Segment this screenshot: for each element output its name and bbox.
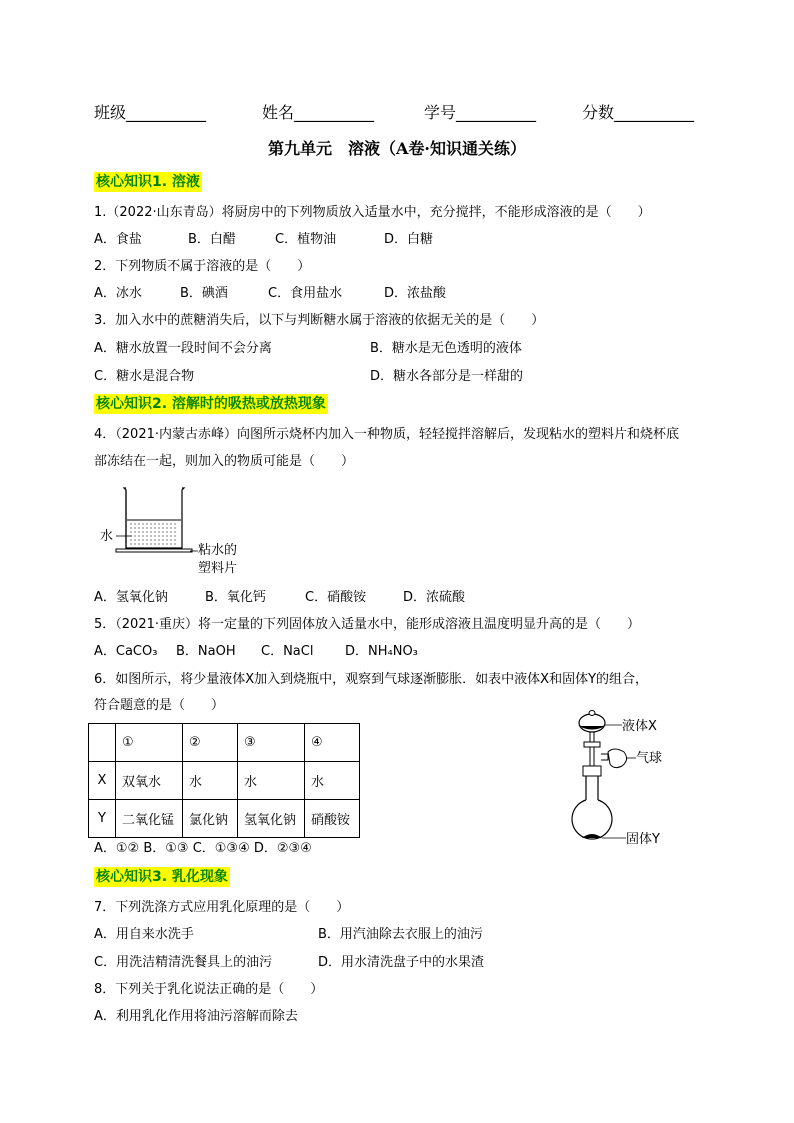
table-cell: 水 <box>183 762 238 800</box>
q4-option-b: B．氧化钙 <box>205 590 266 605</box>
flask-stopper <box>583 766 601 776</box>
q1-option-c: C．植物油 <box>275 232 337 247</box>
beaker-outline <box>124 488 184 548</box>
question-1-stem: 1.（2022·山东青岛）将厨房中的下列物质放入适量水中，充分搅拌，不能形成溶液的是（ ） <box>94 205 651 220</box>
q3-option-a: A．糖水放置一段时间不会分离 <box>94 341 272 356</box>
plastic-plate <box>116 549 192 552</box>
q6-options: A．①② B．①③ C．①③④ D．②③④ <box>94 841 312 856</box>
q2-option-b: B．碘酒 <box>180 286 228 301</box>
stopcock <box>584 742 600 747</box>
section-heading-2: 核心知识2. 溶解时的吸热或放热现象 <box>96 396 326 412</box>
liquid-solid-table <box>88 723 360 838</box>
q1-option-a: A．食盐 <box>94 232 142 247</box>
flask-body <box>572 800 612 839</box>
q4-option-d: D．浓硫酸 <box>403 590 466 605</box>
q8-option-a: A．利用乳化作用将油污溶解而除去 <box>94 1009 298 1024</box>
q4-option-c: C．硝酸铵 <box>305 590 367 605</box>
student-id-field: 学号__________ <box>424 103 537 122</box>
q7-option-c: C．用洗洁精清洗餐具上的油污 <box>94 955 273 970</box>
balloon-label: 气球 <box>636 751 663 766</box>
student-info-header <box>94 100 714 124</box>
table-cell: ① <box>116 724 183 762</box>
q7-option-b: B．用汽油除去衣服上的油污 <box>318 927 483 942</box>
table-cell: 水 <box>238 762 305 800</box>
balloon <box>608 749 627 768</box>
question-6-stem-line-2: 符合题意的是（ ） <box>94 698 225 713</box>
table-cell: ③ <box>238 724 305 762</box>
table-row <box>89 724 360 762</box>
question-7-stem: 7．下列洗涤方式应用乳化原理的是（ ） <box>94 900 350 915</box>
plate-label-line-2: 塑料片 <box>198 561 238 576</box>
table-cell: X <box>89 762 116 800</box>
question-4-stem-line-1: 4．（2021·内蒙古赤峰）向图所示烧杯内加入一种物质，轻轻搅拌溶解后，发现粘水的塑料片和烧杯底 <box>94 427 679 442</box>
q5-option-d: D．NH₄NO₃ <box>345 644 418 659</box>
table-row <box>89 800 360 838</box>
table-cell: 氢氧化钠 <box>238 800 305 838</box>
q7-option-d: D．用水清洗盘子中的水果渣 <box>318 955 485 970</box>
q1-option-d: D．白糖 <box>384 232 434 247</box>
q5-option-a: A．CaCO₃ <box>94 644 158 659</box>
q4-option-a: A．氢氧化钠 <box>94 590 168 605</box>
question-4-stem-line-2: 部冻结在一起，则加入的物质可能是（ ） <box>94 454 355 469</box>
liquid-x-label: 液体X <box>622 719 657 734</box>
table-row <box>89 762 360 800</box>
plate-label-line-1: 粘水的 <box>198 543 238 558</box>
q7-option-a: A．用自来水洗手 <box>94 927 194 942</box>
q5-option-b: B．NaOH <box>176 644 236 659</box>
q5-option-c: C．NaCl <box>261 644 314 659</box>
water-label: 水 <box>100 529 114 544</box>
question-2-stem: 2．下列物质不属于溶液的是（ ） <box>94 259 311 274</box>
table-cell: 硝酸铵 <box>305 800 360 838</box>
table-cell: 双氧水 <box>116 762 183 800</box>
section-heading-3: 核心知识3. 乳化现象 <box>96 869 228 885</box>
q2-option-c: C．食用盐水 <box>268 286 343 301</box>
q3-option-b: B．糖水是无色透明的液体 <box>370 341 522 356</box>
beaker-figure <box>94 482 264 582</box>
score-field: 分数__________ <box>582 103 695 122</box>
question-3-stem: 3．加入水中的蔗糖消失后，以下与判断糖水属于溶液的依据无关的是（ ） <box>94 313 545 328</box>
table-cell: ④ <box>305 724 360 762</box>
solid-y-label: 固体Y <box>626 832 660 847</box>
q3-option-c: C．糖水是混合物 <box>94 369 195 384</box>
table-cell <box>89 724 116 762</box>
q1-option-b: B．白醋 <box>188 232 236 247</box>
q2-option-a: A．冰水 <box>94 286 142 301</box>
question-5-stem: 5．（2021·重庆）将一定量的下列固体放入适量水中，能形成溶液且温度明显升高的是（ ） <box>94 617 640 632</box>
name-field: 姓名__________ <box>262 103 375 122</box>
class-field: 班级__________ <box>94 103 207 122</box>
table-cell: Y <box>89 800 116 838</box>
flask-figure <box>560 708 690 858</box>
page-title: 第九单元 溶液（A卷·知识通关练） <box>268 139 526 158</box>
q3-option-d: D．糖水各部分是一样甜的 <box>370 369 524 384</box>
table-cell: ② <box>183 724 238 762</box>
table-cell: 二氧化锰 <box>116 800 183 838</box>
table-cell: 水 <box>305 762 360 800</box>
section-heading-1: 核心知识1. 溶液 <box>96 174 200 190</box>
water-hatching <box>130 524 178 544</box>
question-6-stem-line-1: 6．如图所示，将少量液体X加入到烧瓶中，观察到气球逐渐膨胀．如表中液体X和固体Y的组合， <box>94 672 649 687</box>
question-8-stem: 8．下列关于乳化说法正确的是（ ） <box>94 982 324 997</box>
q2-option-d: D．浓盐酸 <box>384 286 447 301</box>
table-cell: 氯化钠 <box>183 800 238 838</box>
